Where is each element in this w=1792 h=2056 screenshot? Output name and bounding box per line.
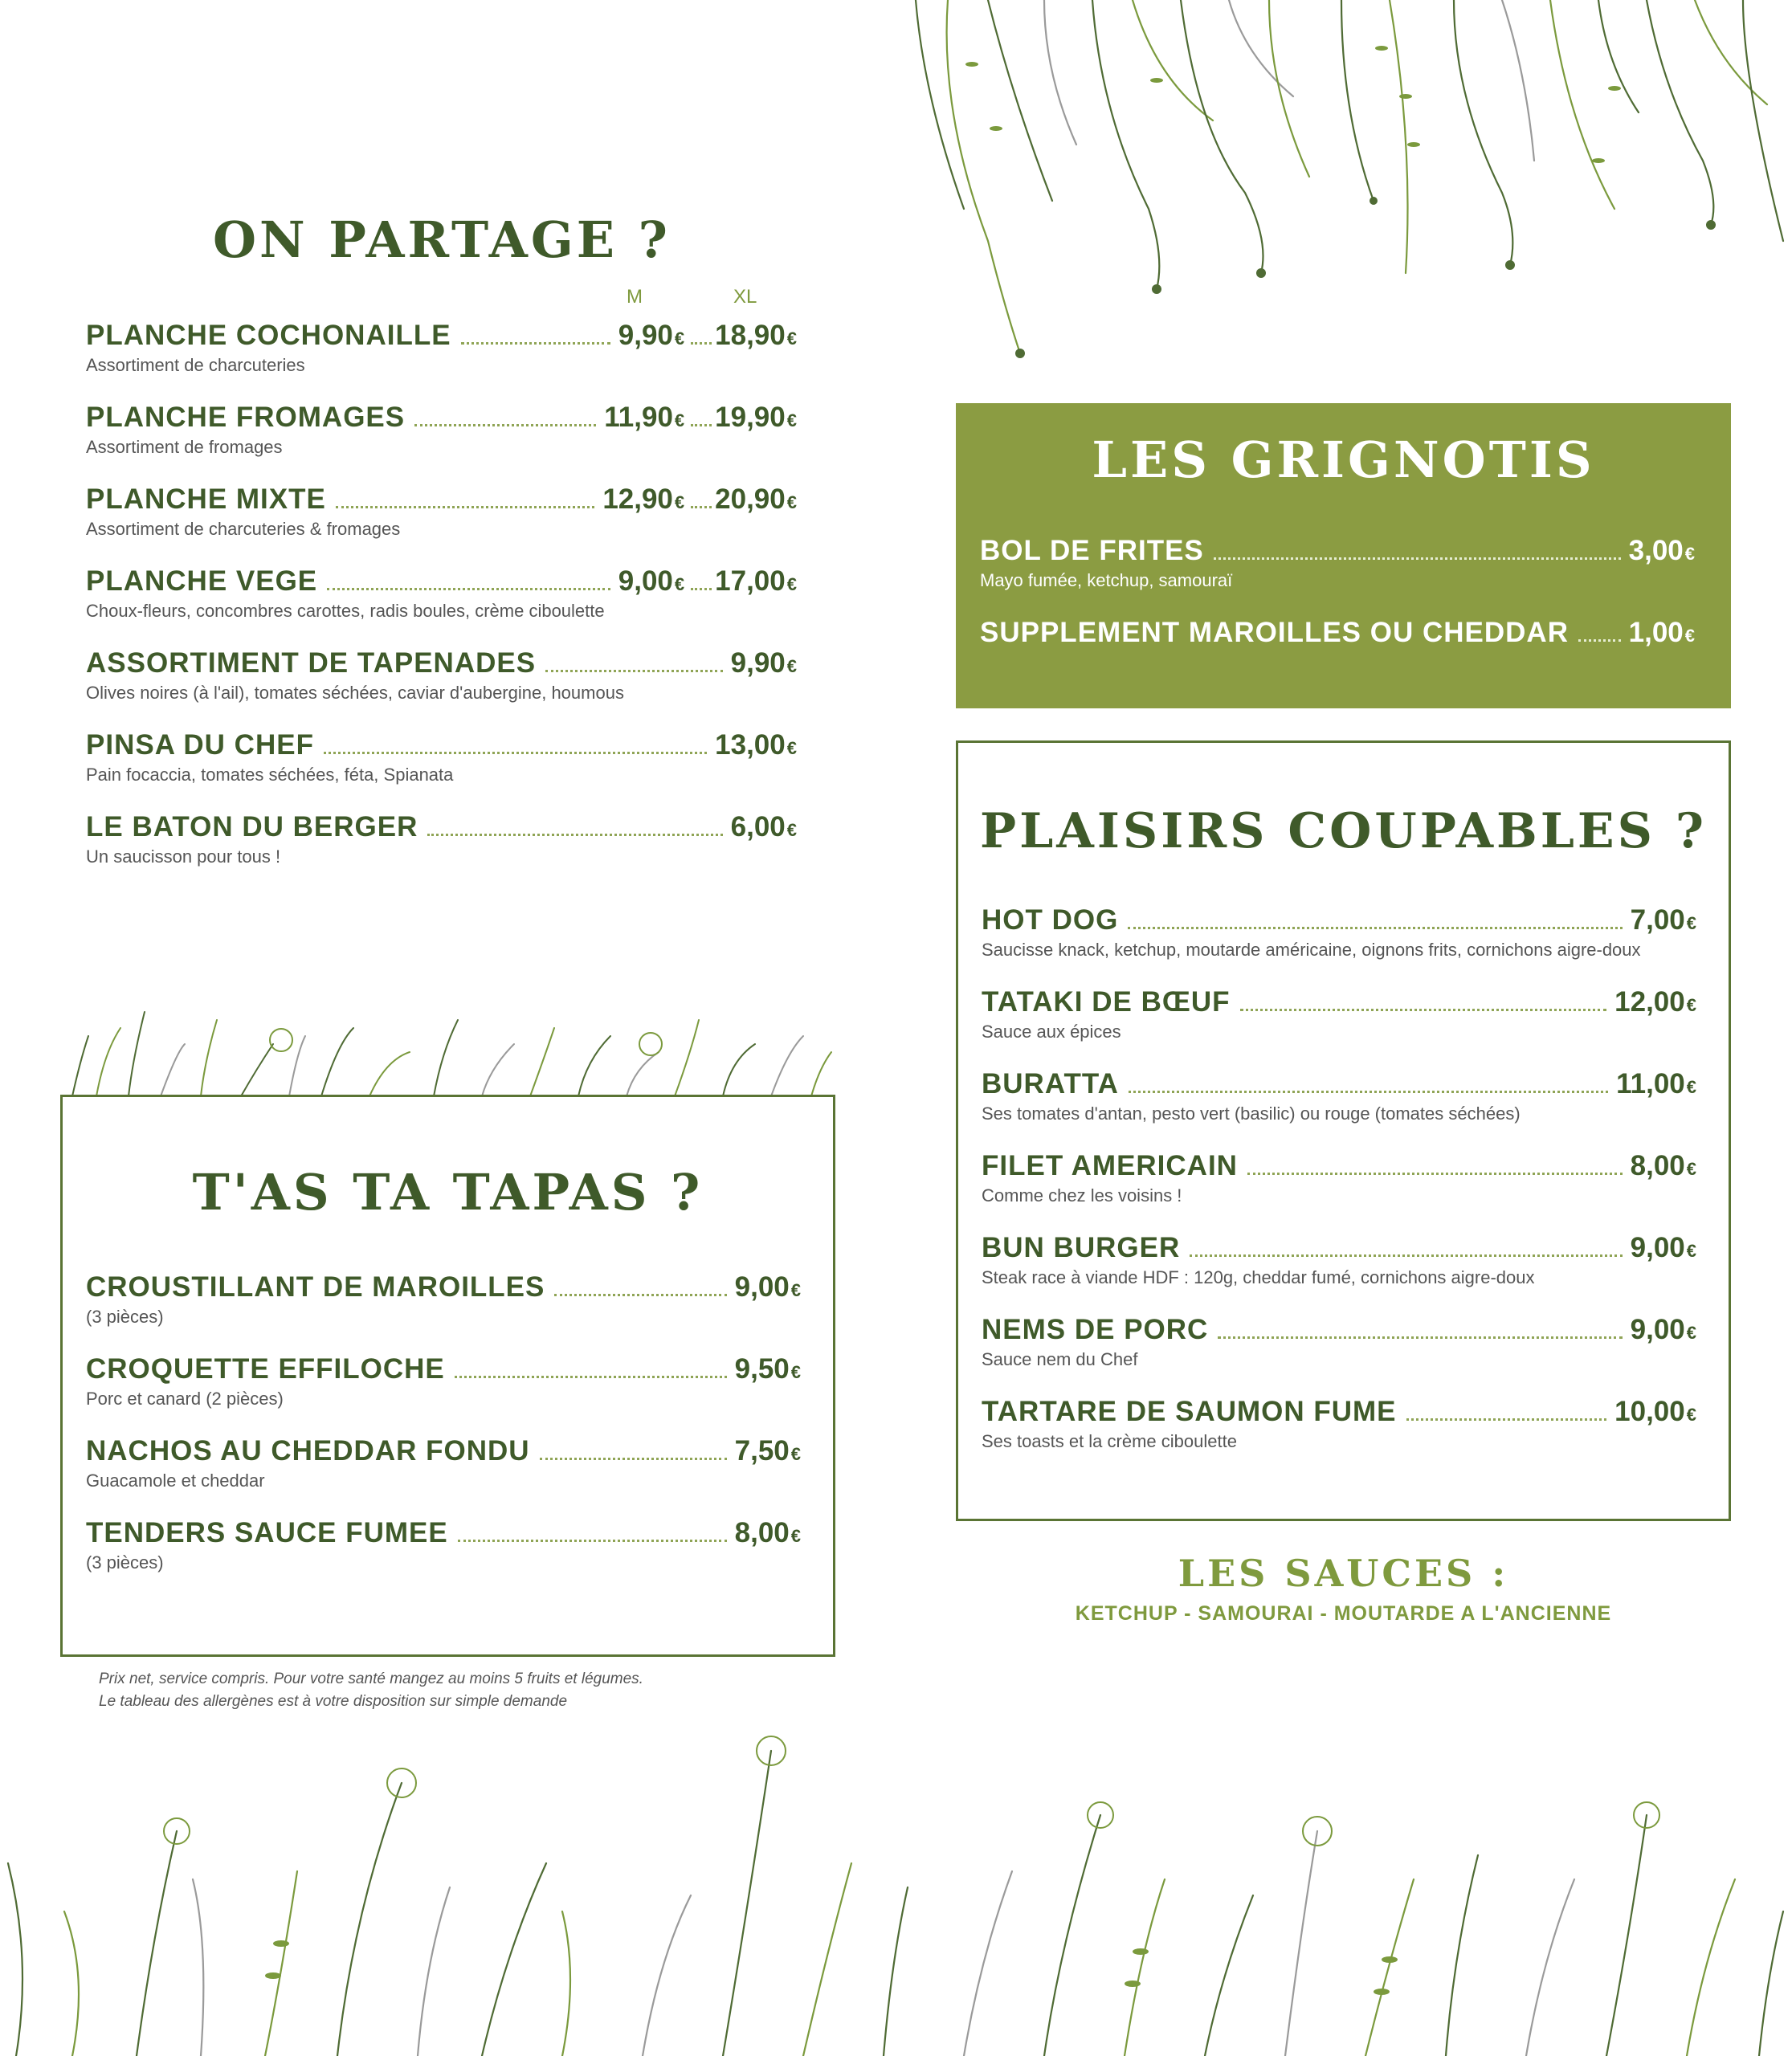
item-name: ASSORTIMENT DE TAPENADES [86,647,537,679]
currency-symbol: € [786,574,797,594]
item-name: CROUSTILLANT DE MAROILLES [86,1271,545,1303]
section-title-plaisirs: PLAISIRS COUPABLES ? [979,803,1708,859]
tapas-item [86,1353,801,1409]
plaisirs-item [982,1396,1696,1452]
price [735,1435,801,1467]
partage-item [86,402,797,458]
item-description: Porc et canard (2 pièces) [86,1389,284,1409]
item-name: PLANCHE FROMAGES [86,402,406,433]
price [735,1353,801,1385]
dot-leader [1129,1091,1608,1093]
item-name: TENDERS SAUCE FUMEE [86,1517,448,1548]
item-name: PLANCHE COCHONAILLE [86,320,451,351]
legal-footnote [99,1668,643,1713]
currency-symbol: € [674,328,685,349]
item-description: (3 pièces) [86,1552,164,1573]
currency-symbol: € [1686,1323,1696,1343]
price-xl [715,565,797,598]
price-value: 3,00 [1628,535,1684,566]
price-value: 9,00 [734,1271,790,1303]
dot-leader [1247,1173,1623,1175]
section-title-tapas: T'AS TA TAPAS ? [192,1163,704,1222]
dot-leader [540,1458,727,1460]
tapas-item [86,1435,801,1491]
item-description: Guacamole et cheddar [86,1471,265,1491]
price-value: 9,50 [734,1353,790,1385]
price-value: 8,00 [734,1517,790,1548]
hanging-flowers-illustration [892,0,1792,386]
item-name: PINSA DU CHEF [86,729,314,761]
currency-symbol: € [790,1526,801,1546]
footnote-line-2: Le tableau des allergènes est à votre disposition sur simple demande [99,1693,568,1710]
dot-leader [427,834,722,836]
item-line [86,1271,801,1303]
meadow-flowers-illustration [0,1670,1792,2056]
item-description: Pain focaccia, tomates séchées, féta, Spianata [86,765,454,785]
price-xl [715,402,797,434]
item-line [86,320,797,352]
column-header-m: M [627,286,643,308]
price-xl [715,483,797,516]
grignotis-item [980,617,1695,649]
price [1629,535,1695,567]
item-name: NEMS DE PORC [982,1314,1209,1345]
item-name: SUPPLEMENT MAROILLES OU CHEDDAR [980,617,1569,648]
section-title-sauces: LES SAUCES : [1178,1552,1509,1595]
tapas-item [86,1517,801,1573]
price-value: 1,00 [1628,617,1684,648]
item-description: Un saucisson pour tous ! [86,846,281,867]
plaisirs-item [982,1150,1696,1206]
currency-symbol: € [790,1280,801,1300]
partage-item [86,729,797,785]
item-description: Sauce aux épices [982,1022,1121,1042]
item-line [86,1517,801,1549]
currency-symbol: € [1686,1077,1696,1097]
price-value: 9,90 [730,647,786,679]
item-name: BURATTA [982,1068,1119,1099]
currency-symbol: € [1686,995,1696,1015]
price-m [604,402,684,434]
item-line [982,1150,1696,1182]
item-line [982,1314,1696,1346]
currency-symbol: € [674,492,685,512]
dot-leader [1240,1009,1607,1011]
dot-leader [458,1540,727,1542]
currency-symbol: € [786,656,797,676]
dot-leader [691,342,712,345]
item-description: Sauce nem du Chef [982,1349,1138,1369]
price-xl [715,320,797,352]
item-line [982,904,1696,936]
price-value: 8,00 [1630,1150,1685,1181]
price-m-value: 12,90 [602,483,673,515]
price [715,729,797,761]
dot-leader [691,424,712,426]
price-m [618,565,684,598]
item-name: BOL DE FRITES [980,535,1204,566]
item-description: Olives noires (à l'ail), tomates séchées, caviar d'aubergine, houmous [86,683,624,703]
price [735,1271,801,1303]
plaisirs-item [982,1314,1696,1370]
currency-symbol: € [786,820,797,840]
item-description: Comme chez les voisins ! [982,1185,1182,1205]
price [1614,1396,1696,1428]
price-value: 6,00 [730,811,786,842]
currency-symbol: € [790,1444,801,1464]
price-xl-value: 19,90 [715,402,786,433]
item-description: Mayo fumée, ketchup, samouraï [980,570,1233,590]
price-value: 7,50 [734,1435,790,1467]
section-title-partage: ON PARTAGE ? [213,210,671,269]
price-value: 9,00 [1630,1232,1685,1263]
dot-leader [455,1376,727,1378]
partage-item [86,320,797,376]
item-name: CROQUETTE EFFILOCHE [86,1353,445,1385]
dot-leader [691,588,712,590]
currency-symbol: € [786,328,797,349]
item-name: FILET AMERICAIN [982,1150,1238,1181]
sauces-list: KETCHUP - SAMOURAI - MOUTARDE A L'ANCIENNE [1075,1602,1612,1625]
partage-item [86,811,797,867]
item-name: PLANCHE MIXTE [86,483,326,515]
item-name: TATAKI DE BŒUF [982,986,1231,1018]
section-title-grignotis: LES GRIGNOTIS [1092,430,1595,489]
currency-symbol: € [1686,1405,1696,1425]
price-m-value: 11,90 [604,402,673,433]
currency-symbol: € [674,410,685,430]
item-line [86,811,797,843]
item-name: PLANCHE VEGE [86,565,318,597]
dot-leader [691,506,712,508]
partage-item [86,647,797,704]
price-xl-value: 17,00 [715,565,786,597]
price [1631,1314,1696,1346]
price [1614,986,1696,1018]
footnote-line-1: Prix net, service compris. Pour votre santé mangez au moins 5 fruits et légumes. [99,1670,643,1687]
price [731,647,797,679]
currency-symbol: € [674,574,685,594]
item-description: Assortiment de fromages [86,437,283,457]
price-xl-value: 20,90 [715,483,786,515]
dot-leader [1190,1254,1622,1257]
item-line [86,565,797,598]
item-line [86,483,797,516]
price [731,811,797,843]
currency-symbol: € [786,410,797,430]
item-description: Ses toasts et la crème ciboulette [982,1431,1237,1451]
plaisirs-item [982,1068,1696,1124]
price [735,1517,801,1549]
item-description: Saucisse knack, ketchup, moutarde américaine, oignons frits, cornichons aigre-doux [982,940,1641,960]
item-line [86,1353,801,1385]
dot-leader [414,424,596,426]
dot-leader [1218,1336,1622,1339]
item-description: (3 pièces) [86,1307,164,1327]
price-value: 13,00 [715,729,786,761]
item-description: Assortiment de charcuteries & fromages [86,519,401,539]
partage-item [86,483,797,540]
price-m [618,320,684,352]
price-m-value: 9,90 [618,320,673,351]
plaisirs-item [982,986,1696,1042]
price [1631,1150,1696,1182]
dot-leader [1406,1418,1607,1421]
currency-symbol: € [790,1362,801,1382]
currency-symbol: € [1684,544,1695,564]
price-value: 11,00 [1616,1068,1685,1099]
price-xl-value: 18,90 [715,320,786,351]
item-line [982,1396,1696,1428]
item-name: HOT DOG [982,904,1119,936]
dot-leader [554,1294,726,1296]
dot-leader [336,506,594,508]
plaisirs-item [982,904,1696,961]
currency-symbol: € [1686,1241,1696,1261]
dot-leader [1214,557,1621,560]
price-m-value: 9,00 [618,565,673,597]
item-description: Choux-fleurs, concombres carottes, radis boules, crème ciboulette [86,601,605,621]
plaisirs-item [982,1232,1696,1288]
item-line [86,729,797,761]
price [1631,904,1696,936]
item-line [982,1232,1696,1264]
item-line [980,535,1695,567]
item-line [86,402,797,434]
dot-leader [327,588,610,590]
price [1631,1232,1696,1264]
dot-leader [1578,639,1621,642]
item-name: TARTARE DE SAUMON FUME [982,1396,1397,1427]
price-value: 12,00 [1614,986,1685,1018]
column-header-xl: XL [733,286,757,308]
price-value: 9,00 [1630,1314,1685,1345]
item-name: NACHOS AU CHEDDAR FONDU [86,1435,530,1467]
item-line [86,647,797,679]
item-description: Assortiment de charcuteries [86,355,305,375]
item-description: Ses tomates d'antan, pesto vert (basilic) ou rouge (tomates séchées) [982,1103,1521,1124]
price [1616,1068,1696,1100]
item-description: Steak race à viande HDF : 120g, cheddar fumé, cornichons aigre-doux [982,1267,1535,1287]
currency-symbol: € [786,492,797,512]
dot-leader [461,342,610,345]
item-line [980,617,1695,649]
price-value: 7,00 [1630,904,1685,936]
price-value: 10,00 [1614,1396,1685,1427]
item-line [982,1068,1696,1100]
currency-symbol: € [786,738,797,758]
grignotis-item [980,535,1695,591]
tapas-item [86,1271,801,1328]
item-line [982,986,1696,1018]
dot-leader [545,670,723,672]
price [1629,617,1695,649]
price-m [602,483,684,516]
item-name: LE BATON DU BERGER [86,811,418,842]
currency-symbol: € [1684,626,1695,646]
partage-item [86,565,797,622]
item-line [86,1435,801,1467]
currency-symbol: € [1686,913,1696,933]
item-name: BUN BURGER [982,1232,1181,1263]
grass-border-illustration [64,1004,835,1096]
currency-symbol: € [1686,1159,1696,1179]
dot-leader [324,752,707,754]
dot-leader [1128,927,1622,929]
